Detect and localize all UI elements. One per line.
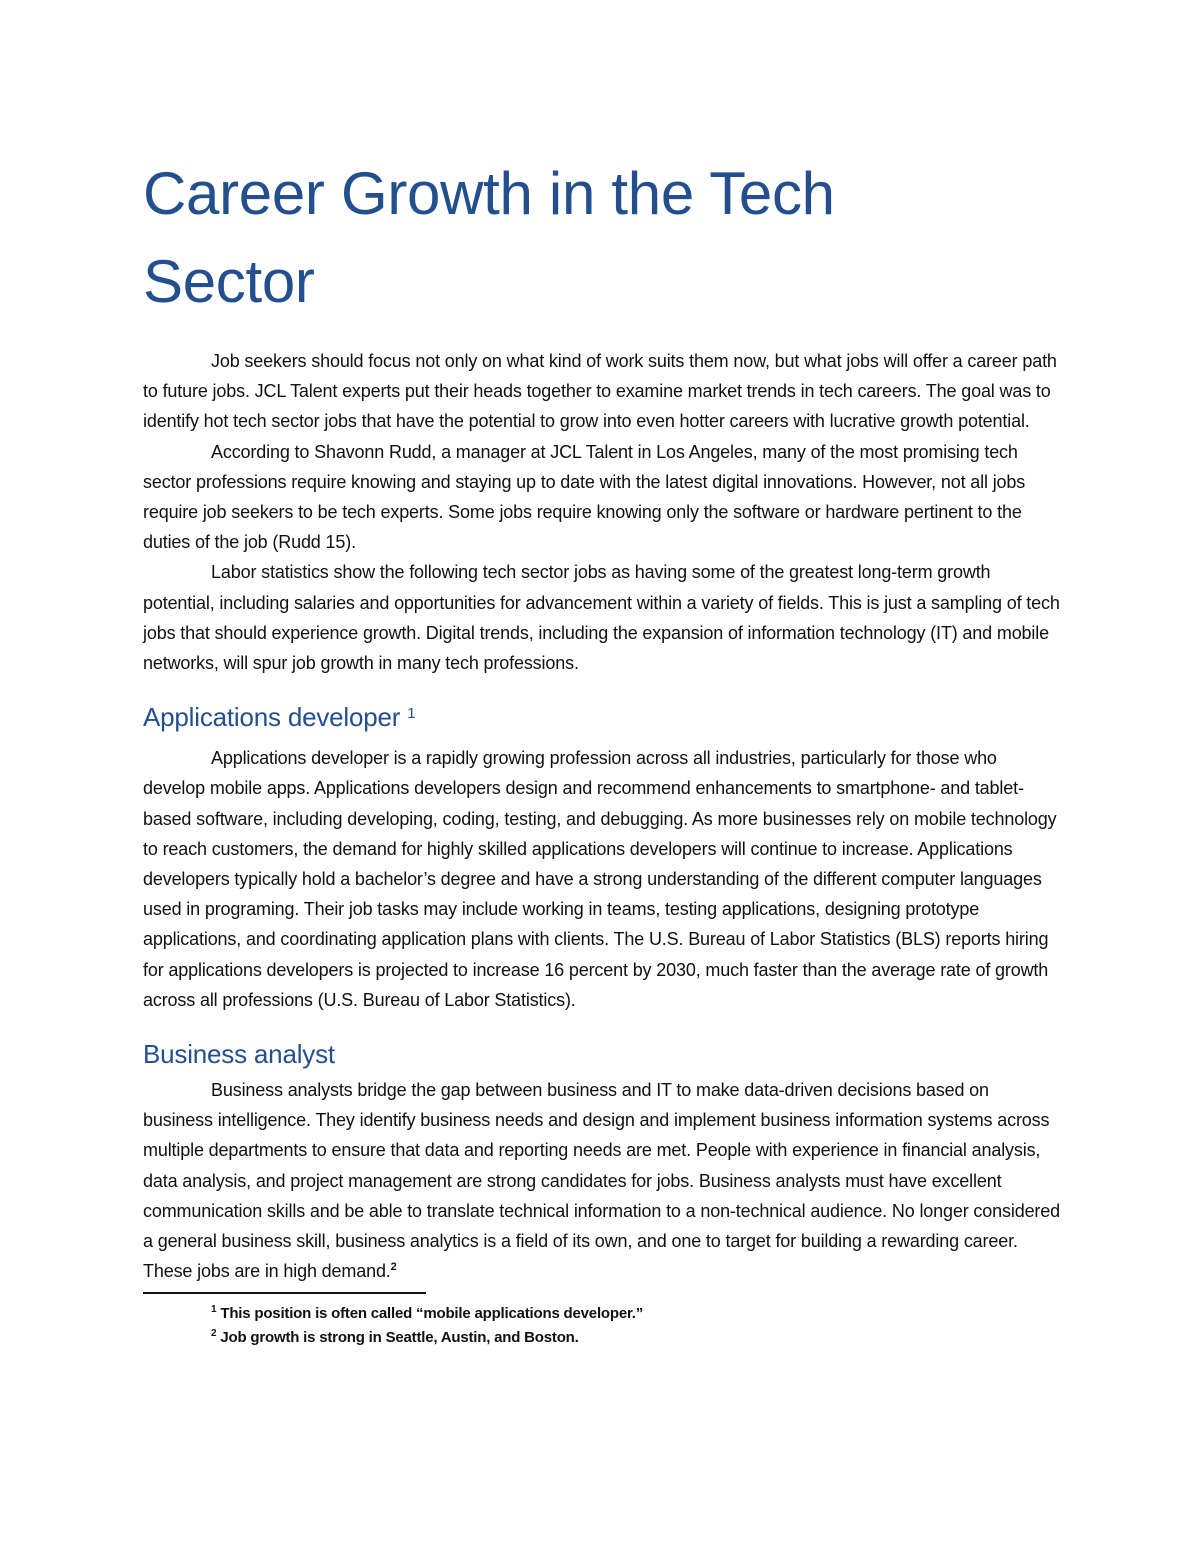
section-body-text: Business analysts bridge the gap between business and IT to make data-driven decisions based on business intelligence. They identify business needs and design and implement business information systems across multiple departments to ensure that data and reporting needs are met. People with experience in financial analysis, data analysis, and project management are strong candidates for jobs. Business analysts must have excellent communication skills and be able to translate technical information to a non-technical audience. No longer considered a general business skill, business analytics is a field of its own, and one to target for building a rewarding career. These jobs are in high demand. bbox=[143, 1080, 1060, 1282]
section-body-applications-developer: Applications developer is a rapidly growing profession across all industries, particularly for those who develop mobile apps. Applications developers design and recommend enhancements to smartphone- and tablet-based software, including developing, coding, testing, and debugging. As more businesses rely on mobile technology to reach customers, the demand for highly skilled applications developers will continue to increase. Applications developers typically hold a bachelor’s degree and have a strong understanding of the different computer languages used in programing. Their job tasks may include working in teams, testing applications, designing prototype applications, and coordinating application plans with clients. The U.S. Bureau of Labor Statistics (BLS) reports hiring for applications developers is projected to increase 16 percent by 2030, much faster than the average rate of growth across all professions (U.S. Bureau of Labor Statistics). bbox=[143, 748, 1057, 1010]
footnote-1 bbox=[211, 1302, 1063, 1326]
intro-paragraph-1: Job seekers should focus not only on what kind of work suits them now, but what jobs will offer a career path to future jobs. JCL Talent experts put their heads together to examine market trends in tech careers. The goal was to identify hot tech sector jobs that have the potential to grow into even hotter careers with lucrative growth potential. bbox=[143, 351, 1057, 432]
document-title: Career Growth in the Tech Sector bbox=[143, 160, 835, 315]
footnote-reference-2: 2 bbox=[390, 1261, 397, 1274]
section-body-business-analyst bbox=[143, 1075, 1063, 1286]
footnote-2 bbox=[211, 1326, 1063, 1350]
section-business-analyst bbox=[143, 1033, 1063, 1286]
footnote-text: Job growth is strong in Seattle, Austin, and Boston. bbox=[220, 1329, 579, 1347]
section-heading-business-analyst bbox=[143, 1033, 1063, 1075]
footnote-marker: 2 bbox=[211, 1328, 217, 1340]
section-heading-text: Business analyst bbox=[143, 1039, 335, 1070]
section-heading-applications-developer bbox=[143, 696, 1063, 743]
footnote-separator bbox=[143, 1292, 426, 1294]
footnote-text: This position is often called “mobile applications developer.” bbox=[220, 1305, 644, 1323]
footnote-reference-1: 1 bbox=[407, 705, 416, 723]
footnote-marker: 1 bbox=[211, 1304, 217, 1316]
document-body bbox=[143, 150, 1063, 1350]
footnotes bbox=[143, 1302, 1063, 1350]
intro-section bbox=[143, 346, 1063, 678]
intro-paragraph-2: According to Shavonn Rudd, a manager at JCL Talent in Los Angeles, many of the most promising tech sector professions require knowing and staying up to date with the latest digital innovations. However, not all jobs require job seekers to be tech experts. Some jobs require knowing only the software or hardware pertinent to the duties of the job (Rudd 15). bbox=[143, 441, 1026, 553]
intro-paragraph-3: Labor statistics show the following tech sector jobs as having some of the greatest long-term growth potential, including salaries and opportunities for advancement within a variety of fields. This is just a sampling of tech jobs that should experience growth. Digital trends, including the expansion of information technology (IT) and mobile networks, will spur job growth in many tech professions. bbox=[143, 562, 1060, 674]
section-applications-developer bbox=[143, 696, 1063, 1015]
section-heading-text: Applications developer bbox=[143, 702, 401, 733]
